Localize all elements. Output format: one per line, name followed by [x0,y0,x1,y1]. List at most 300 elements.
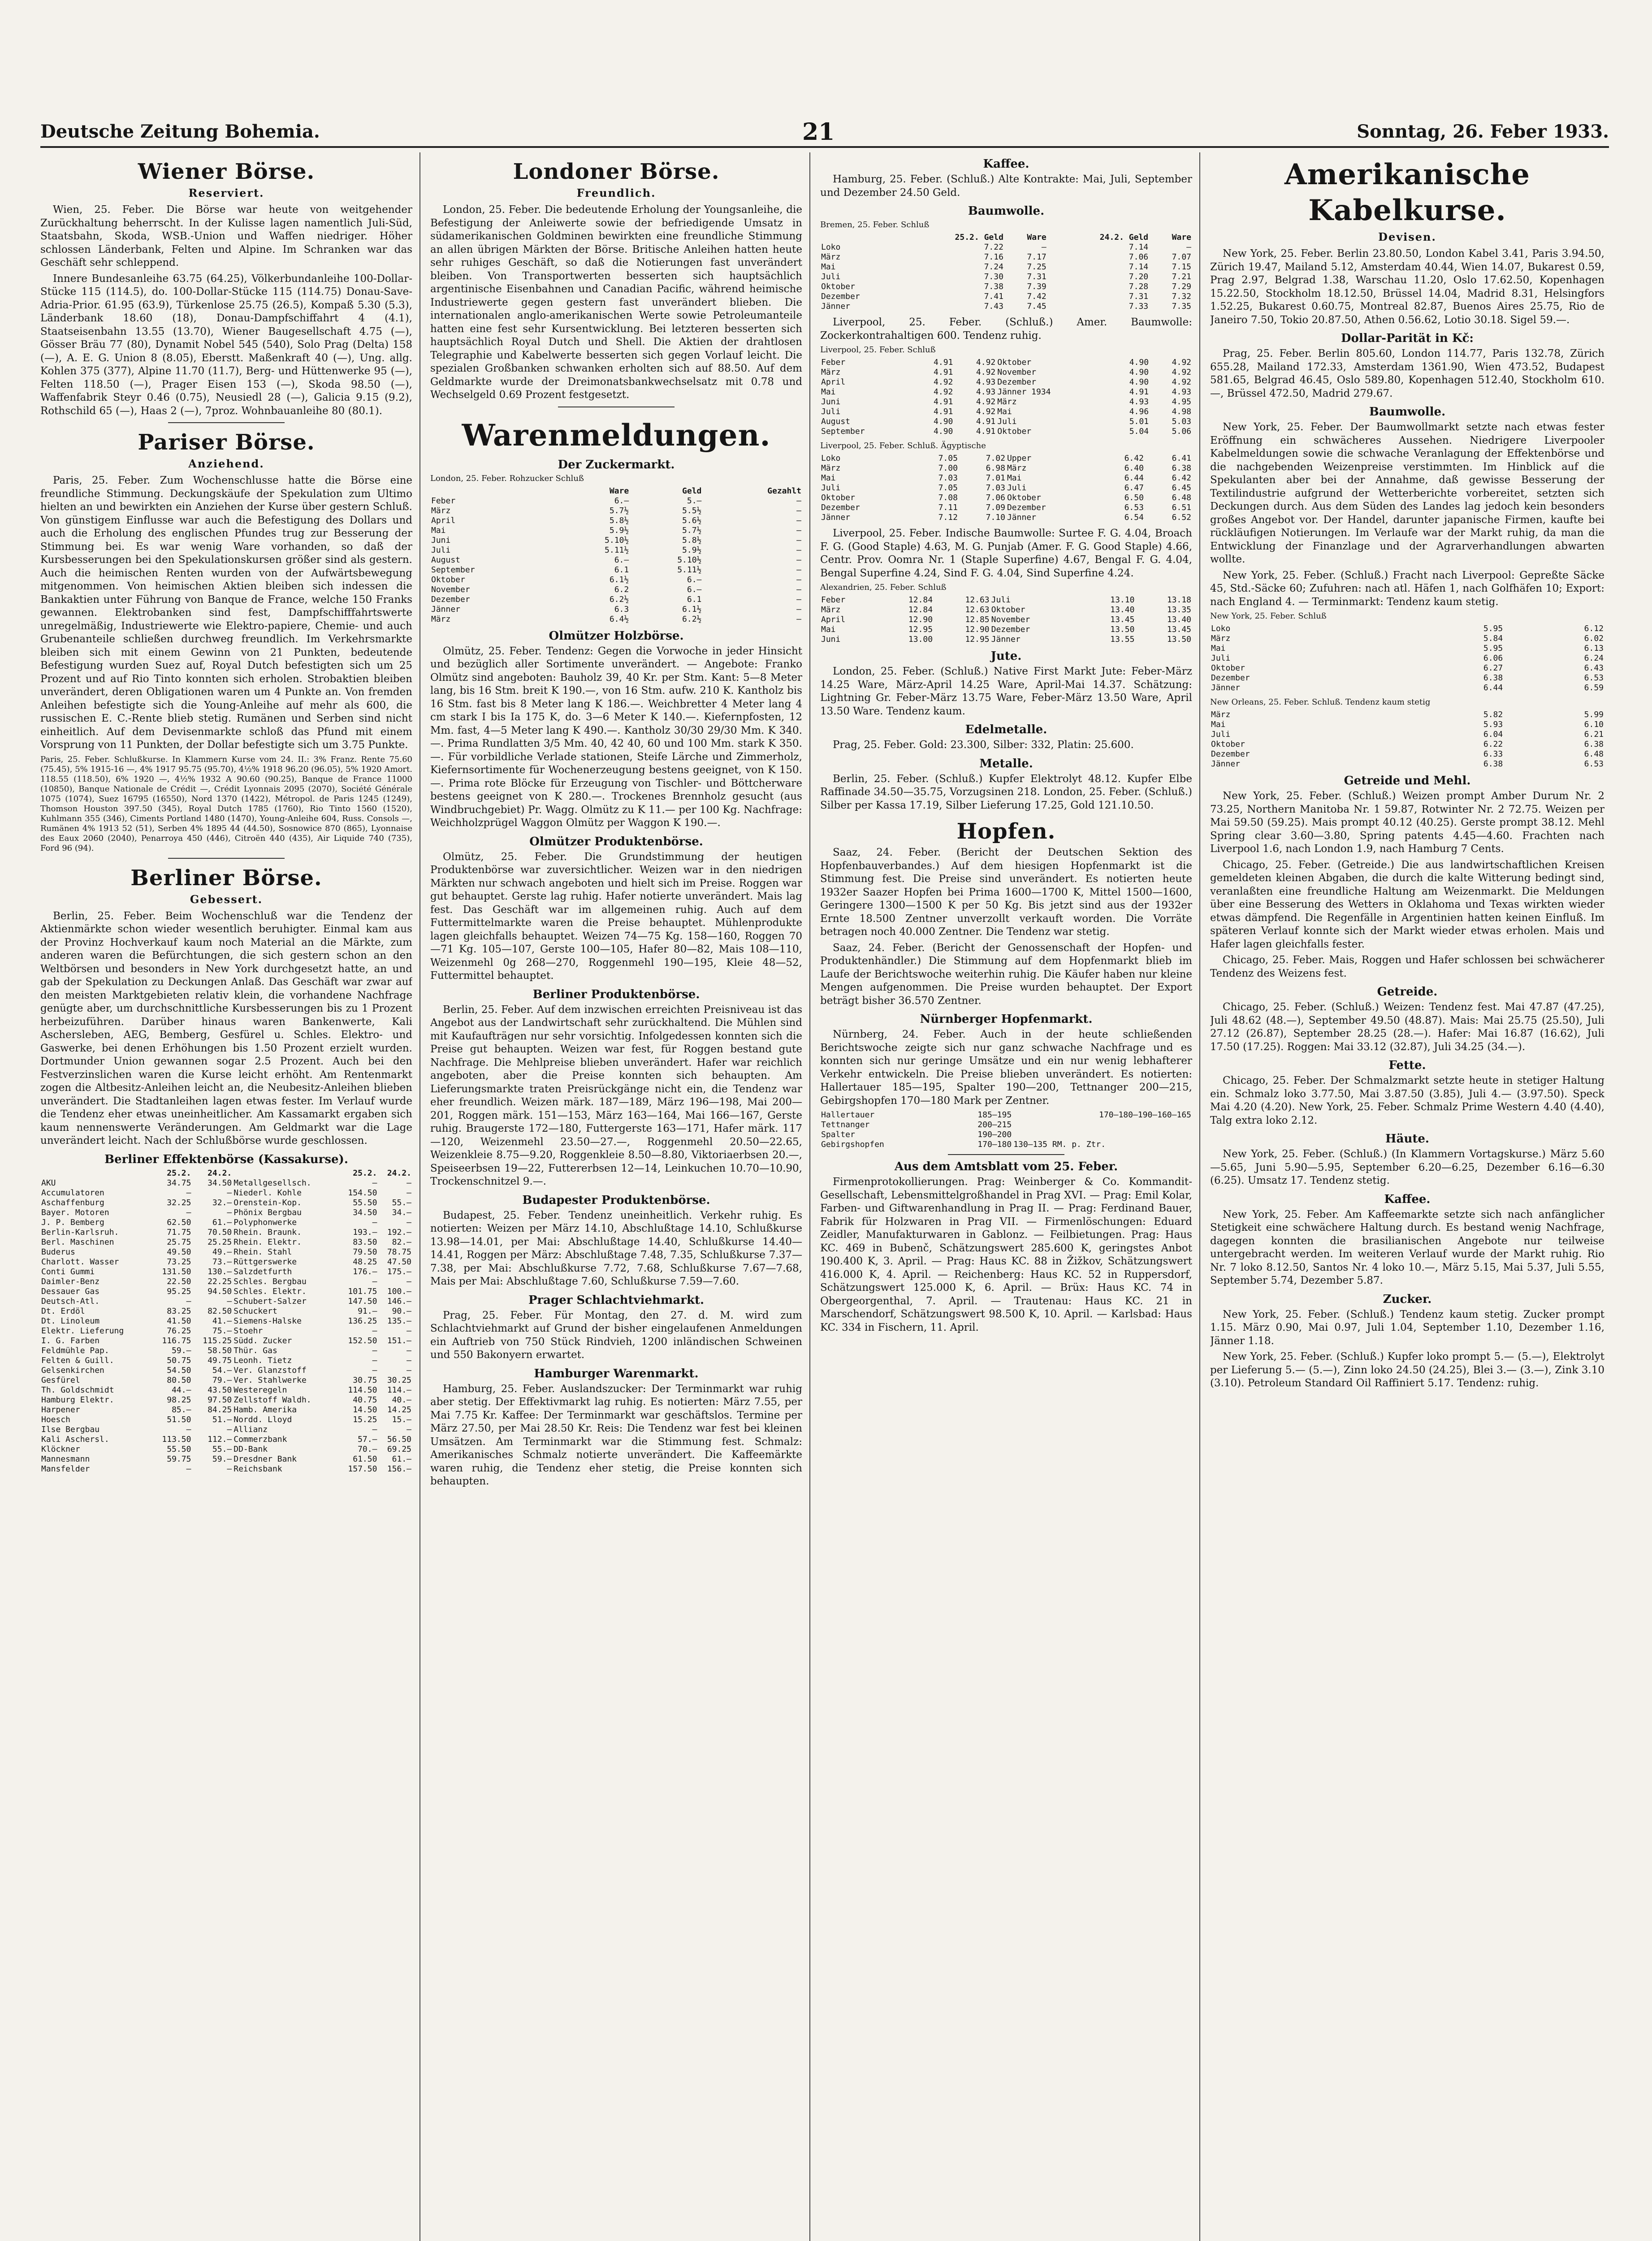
table-cell: 12.63 [965,605,990,614]
table-cell: Kali Aschersl. [41,1434,109,1444]
divider [168,858,285,859]
table-body [820,595,1192,645]
table-cell: 7.14 [1129,262,1149,272]
table-cell: 12.95 [908,625,933,634]
table-header-cell: 25.2. [353,1168,377,1178]
table-cell: 7.08 [938,493,958,502]
table-cell: 7.30 [984,272,1003,281]
table-row [40,1366,412,1376]
zucker-ny-text: New York, 25. Feber. (Schluß.) Tendenz kaum stetig. Zucker prompt 1.15. März 0.90, Mai 0.97, Juli 1.04, September 1.10, Dezember 1.16, Jänner 1.18. [1210,1308,1604,1347]
table-cell: 32.25 [167,1198,191,1207]
table-cell: 78.75 [387,1247,411,1257]
table-cell: 5.11½ [677,565,702,575]
zucker-ny-heading: Zucker. [1383,1292,1432,1306]
table-row [40,1188,412,1198]
table-row [1210,644,1604,653]
table-cell: 54.50 [167,1365,191,1375]
table-cell: 7.45 [1027,302,1047,311]
table-cell: 7.38 [984,282,1003,291]
table-cell: 113.50 [162,1434,191,1444]
column-2 [430,152,802,2241]
table-cell: 50.75 [167,1355,191,1365]
table-cell [1012,1130,1192,1140]
bremen-cotton-table [820,233,1192,311]
table-cell: 25.25 [208,1237,232,1247]
table-cell: Charlott. Wasser [41,1257,119,1267]
table-cell: 5.8½ [609,515,629,525]
table-cell: Gesfürel [41,1375,80,1385]
table-row [40,1247,412,1257]
table-cell: — [796,614,801,624]
table-cell: 41.50 [167,1316,191,1326]
table-cell: Daimler-Benz [41,1276,100,1286]
getreide-mehl-text: New York, 25. Feber. (Schluß.) Weizen prompt Amber Durum Nr. 2 73.25, Northern Manitoba Nr. 1 59.87, Rotwinter Nr. 2 72.75. Weizen per Mai 59.50 (59.25). Mais prompt 40.12 (40.25). Gerste prompt 38.12. Mehl Spring clear 3.60—3.80, Spring patents 4.45—4.60. Frachten nach Liverpool 1.6, nach London 1.9, nach Hamburg 7 Cents. [1210,790,1604,855]
table-cell: November [991,615,1030,624]
table-row [40,1346,412,1356]
table-cell: 7.03 [938,473,958,483]
table-row [40,1376,412,1385]
table-cell: Feldmühle Pap. [41,1345,109,1355]
table-cell: Juli [1007,483,1027,493]
table-cell: — [407,1276,411,1286]
table-cell: 70.50 [208,1227,232,1237]
table-row [40,1267,412,1277]
hopfen-heading: Hopfen. [956,819,1056,844]
table-cell: 4.91 [1129,387,1149,397]
table-cell: 59.— [172,1345,191,1355]
table-cell: Mai [821,262,836,272]
table-cell: 13.50 [1110,625,1135,634]
table-cell: Mansfelder [41,1464,90,1474]
table-cell: 6.— [687,575,702,584]
table-cell: 154.50 [348,1188,377,1198]
table-cell: 170—180 [977,1140,1012,1149]
table-cell: 34.50 [208,1178,232,1188]
table-cell: März [431,614,451,624]
table-cell: 6.98 [986,463,1005,473]
table-cell: 61.— [212,1217,232,1227]
table-cell: 13.18 [1167,595,1191,605]
table-row [820,292,1192,302]
table-row [820,387,1192,397]
table-cell: 4.92 [1172,377,1191,387]
table-cell: 70.— [358,1444,377,1454]
table-row [820,282,1192,292]
table-cell: 30.25 [387,1375,411,1385]
berliner-boerse-heading: Berliner Börse. [130,865,322,891]
table-cell: 115.25 [203,1336,232,1345]
table-cell: 7.09 [986,503,1005,512]
table-cell: 6.40 [1124,463,1144,473]
masthead-title: Deutsche Zeitung Bohemia. [40,121,320,142]
table-cell: 7.00 [938,463,958,473]
wiener-boerse-heading: Wiener Börse. [138,159,315,184]
table-cell: Hamb. Amerika [234,1405,297,1415]
egyptian-cotton-table [820,454,1192,523]
table-cell: Loko [821,242,841,252]
table-row [430,555,802,565]
table-cell: 6.1½ [682,604,702,614]
table-cell: 15.25 [353,1415,377,1424]
berliner-produktenboerse-text: Berlin, 25. Feber. Auf dem inzwischen erreichten Preisniveau ist das Angebot aus der Landwirtschaft sehr zurückhaltend. Die Mühlen sind mit Kaufaufträgen nur sehr vorsichtig. Infolgedessen konnten sich die Preise gut behaupten. Weizen war fest, für Roggen bestand gute Nachfrage. Die Mehlpreise blieben unverändert. Hafer war reichlich angeboten, aber die Preise konnten sich behaupten. Am Lieferungsmarkte traten Preisrückgänge nicht ein, die Tendenz war eher freundlich. Weizen märk. 187—189, März 196—198, Mai 200—201, Roggen märk. 151—153, März 163—164, Mai 166—167, Gerste ruhig. Braugerste 172—180, Futtergerste 163—171, Hafer märk. 117—120, Weizenmehl 23.50—27.—, Roggenmehl 20.50—22.65, Weizenkleie 8.75—9.20, Roggenkleie 8.50—8.80, Viktoriaerbsen 20.—, Speiseerbsen 19—22, Futtererbsen 12—14, Leinkuchen 10.70—10.90, Trockenschnitzel 9.—. [430,1004,802,1187]
table-cell: 12.85 [965,615,990,624]
table-cell: März [821,252,841,262]
table-row [820,252,1192,262]
table-row [1210,634,1604,644]
table-cell: Jänner [821,302,851,311]
liverpool-label: Liverpool, 25. Feber. Schluß [820,345,936,355]
dollar-paritaet-heading: Dollar-Parität in Kč: [1341,332,1474,345]
table-cell: 6.24 [1584,653,1604,663]
table-cell: Dezember [821,292,860,301]
table-cell: 175.— [387,1267,411,1276]
table-cell: 4.92 [934,377,953,387]
table-cell: Upper [1007,454,1032,463]
table-row [820,625,1192,635]
table-cell: 192.— [387,1227,411,1237]
table-cell: 7.31 [1129,292,1149,301]
table-cell: 4.95 [1172,397,1191,407]
table-cell: Polyphonwerke [234,1217,297,1227]
table-cell: November [997,368,1036,377]
table-cell: 4.92 [976,397,996,407]
masthead-rule [40,146,1609,148]
table-cell: — [227,1424,232,1434]
table-cell: Juli [821,272,841,281]
table-row [40,1415,412,1425]
table-cell: 200—215 [977,1120,1012,1129]
table-cell: März [821,605,841,614]
table-cell: 7.12 [938,513,958,522]
table-cell: 5.95 [1483,644,1503,653]
table-cell: Dezember [821,503,860,512]
table-cell: 6.38 [1172,463,1191,473]
table-cell: 12.84 [908,605,933,614]
table-row [1210,740,1604,749]
table-cell: — [796,506,801,515]
table-cell: 7.22 [984,242,1003,252]
table-cell: J. P. Bemberg [41,1217,104,1227]
table-cell: 4.91 [976,417,996,426]
table-cell: Ilse Bergbau [41,1424,100,1434]
table-cell: — [407,1345,411,1355]
table-cell: 6.— [614,555,629,565]
dollar-paritaet-text: Prag, 25. Feber. Berlin 805.60, London 114.77, Paris 132.78, Zürich 655.28, Mailand 172.33, Amsterdam 1361.90, Wien 473.52, Budapest 581.65, Belgrad 46.45, Oslo 589.80, Kopenhagen 512.40, Stockholm 610.—, Brüssel 472.50, Madrid 279.67. [1210,348,1604,399]
table-cell: 5.04 [1129,427,1149,436]
table-cell: 7.06 [1129,252,1149,262]
table-cell: 6.22 [1483,740,1503,749]
table-cell: 44.— [172,1385,191,1395]
table-cell: Oktober [1211,663,1245,673]
table-cell: Accumulatoren [41,1188,104,1198]
table-cell: 5.84 [1483,634,1503,643]
table-cell: 40.— [392,1395,411,1405]
table-row [1210,720,1604,730]
table-cell: 157.50 [348,1464,377,1474]
table-cell: Mai [821,473,836,483]
table-cell: I. G. Farben [41,1336,100,1345]
table-cell: 5.01 [1129,417,1149,426]
getreide-heading: Getreide. [1377,985,1438,999]
hopfen-text-1: Saaz, 24. Feber. (Bericht der Deutschen Sektion des Hopfenbauverbandes.) Auf dem hiesigen Hopfenmarkt ist die Stimmung fest. Die Preise sind unverändert. Es notierten heute 1932er Saazer Hopfen bei Prima 1600—1700 K, Mittel 1500—1600, Geringere 1300—1500 K per 50 Kg. Bis jetzt sind aus der 1932er Ernte 18.500 Zentner unverzollt verkauft worden. Die Vorräte betragen noch 40.000 Zentner. Die Tendenz war stetig. [820,847,1192,938]
table-cell: Gelsenkirchen [41,1365,104,1375]
table-cell: 5.99 [1584,710,1604,719]
pariser-boerse-subheading: Anziehend. [188,457,264,470]
budapester-produktenboerse-text: Budapest, 25. Feber. Tendenz uneinheitlich. Verkehr ruhig. Es notierten: Weizen per März 14.10, Abschlußtage 14.10, Schlußkurse 13.98—14.01, per Mai: Abschlußtage 14.40, Schlußkurse 14.40—14.41, Roggen per März: Abschlußtage 7.48, 7.35, Schlußkurse 7.37—7.38, per Mai: Abschlußkurse 7.72, 7.68, Schlußkurse 7.67—7.68, Mais per Mai: Abschlußtage 7.60, Schlußkurse 7.59—7.60. [430,1209,802,1287]
table-cell: — [186,1188,191,1198]
table-cell: 6.21 [1584,730,1604,739]
table-cell: 6.52 [1172,513,1191,522]
table-cell: 43.50 [208,1385,232,1395]
table-body [1210,710,1604,769]
metalle-text: Berlin, 25. Feber. (Schluß.) Kupfer Elektrolyt 48.12. Kupfer Elbe Raffinade 34.50—35.75, Vorzugsinen 218. London, 25. Feber. (Schluß.) Silber per Kassa 17.19, Silber Lieferung 17.25, Gold 121.10.50. [820,773,1192,811]
table-cell: 7.21 [1172,272,1191,281]
kaffee-ny-text: New York, 25. Feber. Am Kaffeemarkte setzte sich nach anfänglicher Stetigkeit eine schwächere Haltung durch. Es bestand wenig Nachfrage, dagegen konnten die brasilianischen Angebote nur teilweise untergebracht werden. Im weiteren Verlauf wurde der Markt ruhig. Rio Nr. 7 loko 8.12.50, Santos Nr. 4 loko 10.—, März 5.15, Mai 5.37, Juli 5.55, September 5.74, Dezember 5.87. [1210,1208,1604,1286]
table-cell: 6.13 [1584,644,1604,653]
table-cell: 95.25 [167,1286,191,1296]
table-header-cell: 25.2. Geld [955,233,1003,242]
table-row [40,1395,412,1405]
table-cell: — [407,1217,411,1227]
table-row [40,1277,412,1287]
table-cell: 12.90 [965,625,990,634]
table-cell: 7.24 [984,262,1003,272]
table-cell: 5.03 [1172,417,1191,426]
table-cell: — [227,1296,232,1306]
table-header-cell [820,233,903,242]
pariser-boerse-heading: Pariser Börse. [138,430,315,455]
londoner-boerse-heading: Londoner Börse. [513,159,720,184]
table-cell: 6.1 [614,565,629,575]
table-cell: 97.50 [208,1395,232,1405]
table-cell: 5.6½ [682,515,702,525]
table-cell: 12.84 [908,595,933,605]
table-cell: Salzdetfurth [234,1267,292,1276]
hamburger-warenmarkt-text: Hamburg, 25. Feber. Auslandszucker: Der Terminmarkt war ruhig aber stetig. Der Effektivmarkt lag ruhig. Es notierten: März 7.55, per Mai 7.75 Kr. Kaffee: Der Terminmarkt war geschäftslos. Termine per März 27.50, per Mai 28.50 Kr. Reis: Die Tendenz war fest bei kleinen Umsätzen. Am Terminmarkt war die Stimmung fest. Schmalz: Amerikanisches Schmalz notierte unverändert. Die Kaffeemärkte waren ruhig, die Tendenz eher stetig, die Preise konnten sich behaupten. [430,1383,802,1487]
table-row [430,585,802,595]
table-cell: Oktober [431,575,465,584]
table-cell: 34.50 [353,1207,377,1217]
table-row [1210,673,1604,683]
table-cell: 7.41 [984,292,1003,301]
table-cell: 12.95 [965,635,990,644]
table-row [820,397,1192,407]
table-cell: 6.— [687,584,702,594]
table-cell: 51.— [212,1415,232,1424]
table-cell: 101.75 [348,1286,377,1296]
table-cell: 6.2 [614,584,629,594]
table-row [1210,749,1604,759]
table-cell: Bayer. Motoren [41,1207,109,1217]
table-cell: 4.90 [1129,368,1149,377]
table-cell: Dezember [1007,503,1046,512]
table-cell: 152.50 [348,1336,377,1345]
table-row [820,463,1192,473]
table-row [820,417,1192,427]
zucker-table [430,486,802,624]
olmuetzer-holzboerse-heading: Olmützer Holzbörse. [549,629,684,643]
table-cell: Oktober [1211,740,1245,749]
table-cell: — [796,604,801,614]
table-cell: Gebirgshopfen [821,1140,884,1149]
table-cell: — [796,496,801,506]
table-cell: Hamburg Elektr. [41,1395,114,1405]
table-cell: Oktober [991,605,1025,614]
table-cell: Dessauer Gas [41,1286,100,1296]
table-row [430,526,802,536]
wiener-boerse-subheading: Reserviert. [188,186,264,199]
table-cell: 80.50 [167,1375,191,1385]
table-cell: 6.3 [614,604,629,614]
table-cell: 55.50 [353,1198,377,1207]
baumwolle-heading: Baumwolle. [968,204,1045,218]
table-cell: 131.50 [162,1267,191,1276]
table-cell: 4.92 [1172,358,1191,367]
table-cell: 56.50 [387,1434,411,1444]
table-row [820,473,1192,483]
table-cell: 6.59 [1584,683,1604,692]
table-cell: 185—195 [977,1110,1012,1120]
table-cell: Hallertauer [821,1110,875,1120]
table-header-cell: 25.2. [167,1168,191,1178]
table-cell: März [821,463,841,473]
kaffee-ny-heading: Kaffee. [1384,1192,1431,1206]
table-cell: Dezember [1211,749,1250,759]
table-cell: April [821,615,846,624]
olmuetzer-produktenboerse-heading: Olmützer Produktenbörse. [529,835,703,848]
table-cell: 6.12 [1584,624,1604,633]
column-rule [809,152,810,2241]
table-cell: April [431,515,456,525]
column-4 [1210,152,1604,2241]
table-cell: 114.— [387,1385,411,1395]
table-cell: Dezember [997,377,1036,387]
table-cell: Südd. Zucker [234,1336,292,1345]
table-row [820,242,1192,252]
table-cell: 12.90 [908,615,933,624]
table-cell: Leonh. Tietz [234,1355,292,1365]
table-cell: Feber [821,595,846,605]
haeute-heading: Häute. [1385,1132,1429,1146]
table-cell: 49.50 [167,1247,191,1257]
table-header-cell: Ware [1027,233,1047,242]
table-cell: Juli [991,595,1011,605]
table-cell: 13.10 [1110,595,1135,605]
table-cell: 4.92 [976,358,996,367]
table-cell: Rhein. Braunk. [234,1227,302,1237]
table-cell: — [407,1188,411,1198]
table-cell: Klöckner [41,1444,80,1454]
table-row [820,513,1192,523]
table-cell: 5.9½ [682,545,702,555]
table-cell: — [407,1424,411,1434]
table-cell: April [821,377,846,387]
chicago-getreide-text: Chicago, 25. Feber. (Getreide.) Die aus landwirtschaftlichen Kreisen gemeldeten kleinen Abgaben, die durch die kalte Witterung bedingt sind, veranlaßten eine freundliche Haltung am Weizenmarkt. Die Meldungen über eine Besserung des Wetters in Oklahoma und Texas wirkten wieder etwas dämpfend. Die Regenfälle in Argentinien hatten keinen Einfluß. Im späteren Verlauf konnte sich der Markt wieder etwas erholen. Mais und Hafer lagen gleichfalls fester. [1210,859,1604,950]
hopfen-table [820,1110,1192,1150]
table-header [430,486,802,496]
table-cell: Dt. Linoleum [41,1316,100,1326]
prager-schlachtviehmarkt-heading: Prager Schlachtviehmarkt. [528,1293,705,1307]
table-cell: Feber [821,358,846,367]
edelmetalle-heading: Edelmetalle. [965,723,1047,736]
table-cell: 6.44 [1483,683,1503,692]
table-row [430,536,802,545]
wiener-boerse-quotes: Innere Bundesanleihe 63.75 (64.25), Völkerbundanleihe 100-Dollar-Stücke 115 (114.5), do. 100-Dollar-Stücke 115 (114.75) Donau-Save-Adria-Prior. 61.95 (63.9), Türkenlose 25.75 (26.5), Kompaß 5.30 (5.3), Länderbank 18.60 (18), Donau-Dampfschiffahrt 4 (4.1), Staatseisenbahn 13.55 (13.70), Wiener Baugesellschaft 4.75 (—), Gösser Bräu 77 (80), Dynamit Nobel 545 (540), Solo Prag (Delta) 158 (—), A. E. G. Union 8 (8.05), Eberstt. Maßenkraft 40 (—), Ung. allg. Kohlen 375 (377), Alpine 11.70 (11.7), Berg- und Hüttenwerke 95 (—), Felten 118.50 (—), Prager Eisen 153 (—), Skoda 98.50 (—), Waffenfabrik Steyr 0.46 (0.75), Neusiedl 28 (—), Galicia 9.15 (9.2), Rothschild 65 (—), Haas 2 (—), 7proz. Wohnbauanleihe 80 (80.1). [40,273,412,417]
table-cell: Juli [997,417,1017,426]
table-cell: — [372,1217,377,1227]
table-cell: Mai [1007,473,1022,483]
table-cell: 94.50 [208,1286,232,1296]
table-cell: 114.50 [348,1385,377,1395]
table-cell: 58.50 [208,1345,232,1355]
table-cell: 40.75 [353,1395,377,1405]
table-cell: 6.02 [1584,634,1604,643]
table-row [820,454,1192,463]
divider [168,422,285,423]
table-cell: 112.— [208,1434,232,1444]
divider [948,1154,1064,1155]
table-cell: 41.— [212,1316,232,1326]
table-cell: 6.53 [1584,759,1604,769]
agypt-label: Liverpool, 25. Feber. Schluß. Ägyptische [820,441,986,450]
table-header-cell [40,1168,151,1178]
budapester-produktenboerse-heading: Budapester Produktenbörse. [522,1193,710,1207]
table-cell: Th. Goldschmidt [41,1385,114,1395]
ny-cotton-table [1210,624,1604,693]
column-3 [820,152,1192,2241]
table-cell: Jänner [1211,759,1241,769]
table-cell: 4.90 [1129,377,1149,387]
table-cell: 69.25 [387,1444,411,1454]
table-cell: Conti Gummi [41,1267,95,1276]
table-cell: 136.25 [348,1316,377,1326]
table-body [820,454,1192,523]
table-cell: 5.10½ [605,535,629,545]
table-cell: — [407,1355,411,1365]
table-cell: Jänner [991,635,1021,644]
table-cell: 48.25 [353,1257,377,1267]
table-cell: Jänner [1211,683,1241,692]
table-cell: 6.1½ [609,575,629,584]
table-row [820,493,1192,503]
table-cell: — [372,1326,377,1336]
table-cell: Commerzbank [234,1434,287,1444]
table-row [820,605,1192,615]
wiener-boerse-text: Wien, 25. Feber. Die Börse war heute von weitgehender Zurückhaltung beherrscht. In der Kulisse lagen namentlich Juli-Süd, Staatsbahn, Skoda, WSB.-Union und Waffen niedriger. Höher schlossen Länderbank, Felten und Alpine. Im Schranken war das Geschäft sehr schleppend. [40,204,412,268]
table-row [430,605,802,614]
hamburger-warenmarkt-heading: Hamburger Warenmarkt. [534,1367,699,1380]
table-cell: — [407,1326,411,1336]
table-cell: 170—180—190—160—165 [1099,1110,1191,1120]
table-cell: März [821,368,841,377]
amerikanische-kabelkurse-heading: Amerikanische Kabelkurse. [1284,158,1531,227]
table-cell: 7.05 [938,454,958,463]
table-row [40,1257,412,1267]
table-cell: — [186,1296,191,1306]
table-cell: Jänner [821,513,851,522]
table-cell: 6.48 [1584,749,1604,759]
table-cell: 15.— [392,1415,411,1424]
table-header-cell [430,486,557,496]
table-cell: 71.75 [167,1227,191,1237]
table-cell: 55.50 [167,1444,191,1454]
new-orleans-cotton-table [1210,710,1604,769]
table-cell: Oktober [997,358,1032,367]
table-cell: — [1041,242,1047,252]
haeute-text: New York, 25. Feber. (Schluß.) (In Klammern Vortagskurse.) März 5.60—5.65, Juni 5.90—5.95, September 6.20—6.25, Dezember 6.16—6.30 (6.25). Umsatz 17. Tendenz stetig. [1210,1148,1604,1186]
table-row [820,302,1192,311]
table-row [820,1130,1192,1140]
